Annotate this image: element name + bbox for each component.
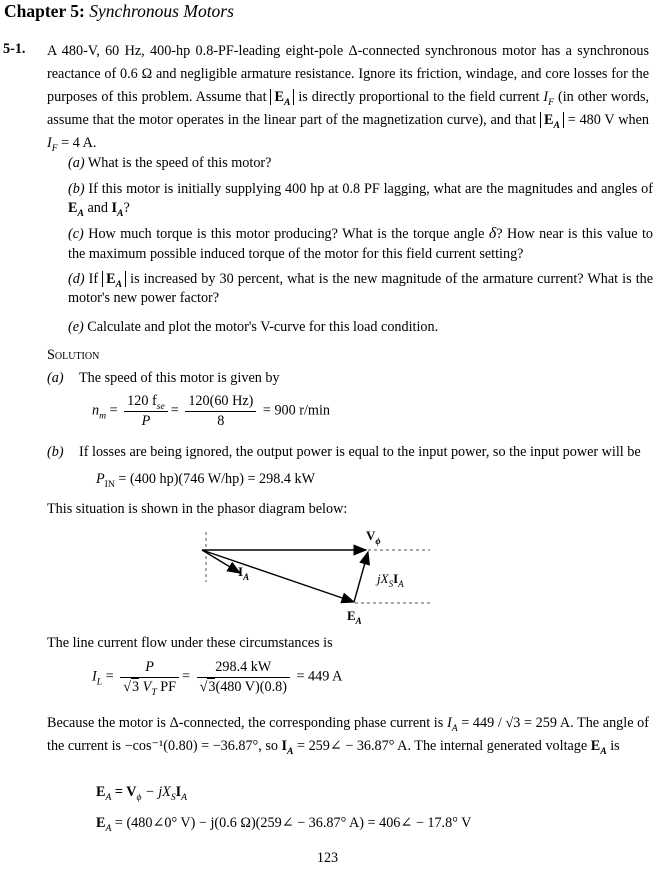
solution-a-label: (a) (47, 370, 64, 386)
page-number: 123 (316, 850, 339, 866)
phasor-ea-arrow (202, 550, 354, 602)
phase-current-paragraph: Because the motor is Δ-connected, the corresponding phase current is $I_A = 449 / √3 = 259$ A. The angle of the current is −cos⁻¹(0.80) = −36.87°, so $I_A$ = 259∠ − 36.87° A. The internal generated voltage $E_A$ is (47, 715, 649, 757)
speed-equation: $n_m$ = $\frac{120 f_{se}}{P}$ = $\frac{120(60 Hz)}{8}$ = 900 r/min (92, 393, 331, 429)
solution-b-text: If losses are being ignored, the output power is equal to the input power, so the input power will be (79, 444, 641, 460)
line-current-equation: $I_L$ = $\frac{P}{√3 V_T PF}$ = $\frac{298.4 kW}{√3(480 V)(0.8)}$ = 449 A (92, 659, 343, 698)
phasor-vphi-label: $V_\phi$ (366, 528, 381, 546)
part-a: (a) What is the speed of this motor? (68, 155, 272, 171)
part-c: (c) How much torque is this motor producing? What is the torque angle δ? How near is this value to the maximum possible induced torque of the motor for this field current setting? (68, 225, 654, 262)
part-b: (b) If this motor is initially supplying 400 hp at 0.8 PF lagging, what are the magnitudes and angles of $E_A$ and $I_A$? (68, 181, 653, 219)
phasor-ea-label: $E_A$ (347, 608, 362, 626)
phasor-jxi-arrow (354, 552, 368, 602)
problem-statement: A 480-V, 60 Hz, 400-hp 0.8-PF-leading eight-pole Δ-connected synchronous motor has a synchronous reactance of 0.6 Ω and negligible armature resistance. Ignore its friction, windage, and core losses for the purposes of this problem. Assume that $E_A$ is directly proportional to the field current $I_F$ (in other words, assume that the motor operates in the linear part of the magnetization curve), and that $E_A = 480$ V when $I_F = 4$ A. (47, 43, 650, 154)
part-d: (d) If $E_A$ is increased by 30 percent, what is the new magnitude of the armature current? What is the motor's new power factor? (68, 271, 654, 306)
solution-a-text: The speed of this motor is given by (79, 370, 280, 386)
solution-heading: Solution (47, 347, 100, 363)
part-e: (e) Calculate and plot the motor's V-curve for this load condition. (68, 319, 439, 335)
phasor-ia-label: $I_A$ (238, 564, 250, 582)
input-power-equation: $P_{IN} = (400$ hp)(746 W/hp) = 298.4 kW (96, 471, 316, 490)
problem-number: 5-1. (3, 41, 26, 57)
chapter-label: Chapter 5 (4, 1, 80, 21)
line-current-intro: The line current flow under these circumstances is (47, 635, 333, 651)
chapter-heading: Chapter 5: Synchronous Motors (4, 1, 234, 21)
chapter-title: Synchronous Motors (89, 1, 234, 21)
ea-equation-numeric: $E_A$ = (480∠0° V) − j(0.6 Ω)(259∠ − 36.87° A) = 406∠ − 17.8° V (96, 815, 472, 834)
phasor-jxi-label: $jX_SI_A$ (377, 571, 404, 589)
ea-equation-symbolic: $E_A = V_\phi - jX_SI_A$ (96, 784, 188, 803)
solution-b-label: (b) (47, 444, 64, 460)
phasor-diagram (190, 520, 440, 630)
phasor-intro: This situation is shown in the phasor diagram below: (47, 501, 348, 517)
